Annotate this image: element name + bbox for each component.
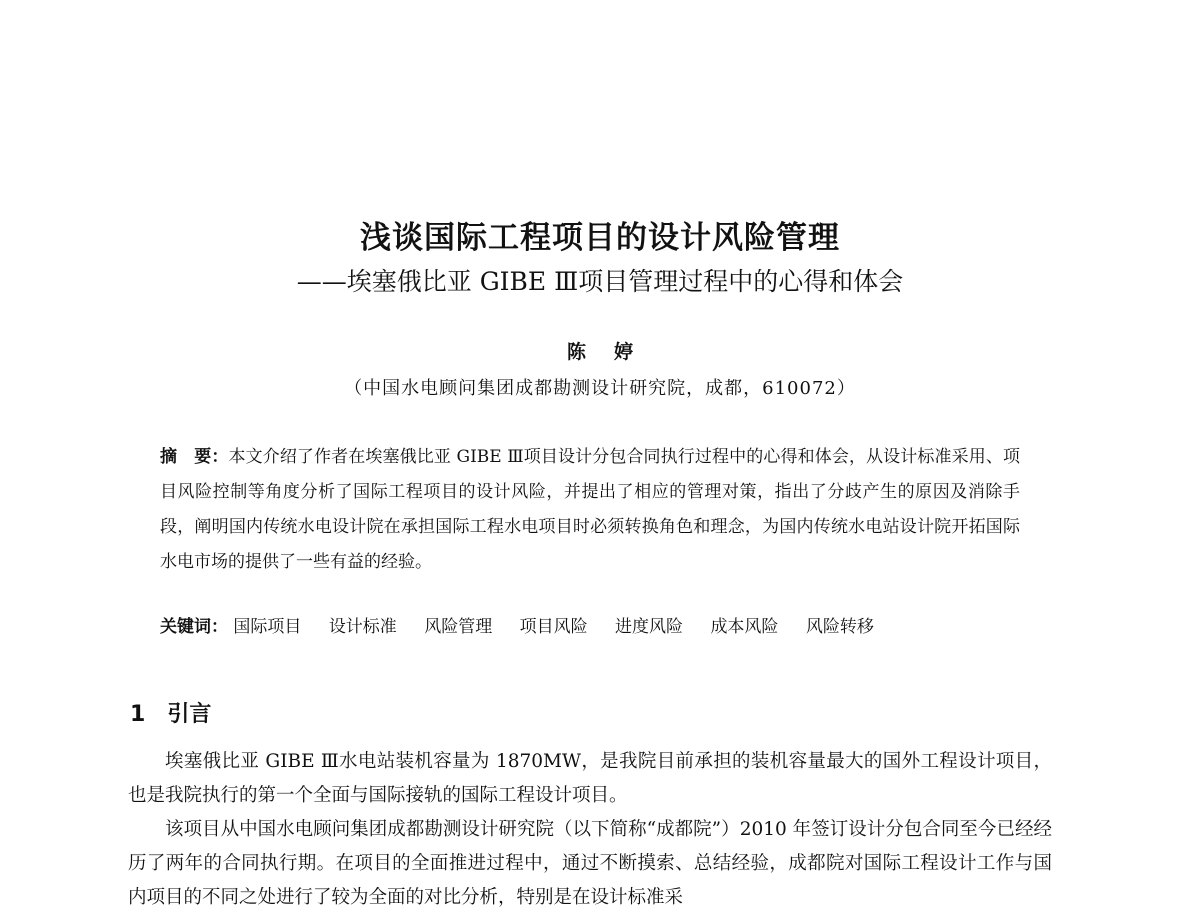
author-name: 陈婷: [566, 341, 661, 363]
keywords: [160, 612, 1040, 642]
paragraph: 埃塞俄比亚 GIBE Ⅲ水电站装机容量为 1870MW，是我院目前承担的装机容量最大的国外工程设计项目，也是我院执行的第一个全面与国际接轨的国际工程设计项目。: [128, 751, 1052, 806]
keyword: 项目风险: [519, 617, 588, 637]
abstract-label: 摘 要：: [160, 447, 229, 467]
section-number: 1: [130, 702, 146, 727]
paragraph: 该项目从中国水电顾问集团成都勘测设计研究院（以下简称“成都院”）2010 年签订设计分包合同至今已经经历了两年的合同执行期。在项目的全面推进过程中，通过不断摸索、总结经验，成都院对国际工程设计工作与国内项目的不同之处进行了较为全面的对比分析，特别是在设计标准采: [128, 819, 1052, 908]
paper-title: 浅谈国际工程项目的设计风险管理: [360, 220, 840, 256]
keyword: 进度风险: [615, 617, 684, 637]
abstract-text: 本文介绍了作者在埃塞俄比亚 GIBE Ⅲ项目设计分包合同执行过程中的心得和体会，从设计标准采用、项目风险控制等角度分析了国际工程项目的设计风险，并提出了相应的管理对策，指出了分歧产生的原因及消除手段，阐明国内传统水电设计院在承担国际工程水电项目时必须转换角色和理念，为国内传统水电站设计院开拓国际水电市场的提供了一些有益的经验。: [160, 447, 1020, 572]
section-heading: [130, 697, 211, 728]
author-affiliation: （中国水电顾问集团成都勘测设计研究院，成都，610072）: [344, 378, 856, 399]
keyword: 风险转移: [805, 617, 874, 637]
section-title: 引言: [167, 702, 212, 727]
keyword: 风险管理: [424, 617, 493, 637]
paper-subtitle: ——埃塞俄比亚 GIBE Ⅲ项目管理过程中的心得和体会: [296, 267, 904, 296]
keyword: 国际项目: [233, 617, 302, 637]
body-text: [128, 745, 1052, 915]
keywords-label: 关键词：: [160, 617, 228, 637]
keyword: 设计标准: [328, 617, 397, 637]
keyword: 成本风险: [710, 617, 779, 637]
abstract: [160, 440, 1020, 580]
